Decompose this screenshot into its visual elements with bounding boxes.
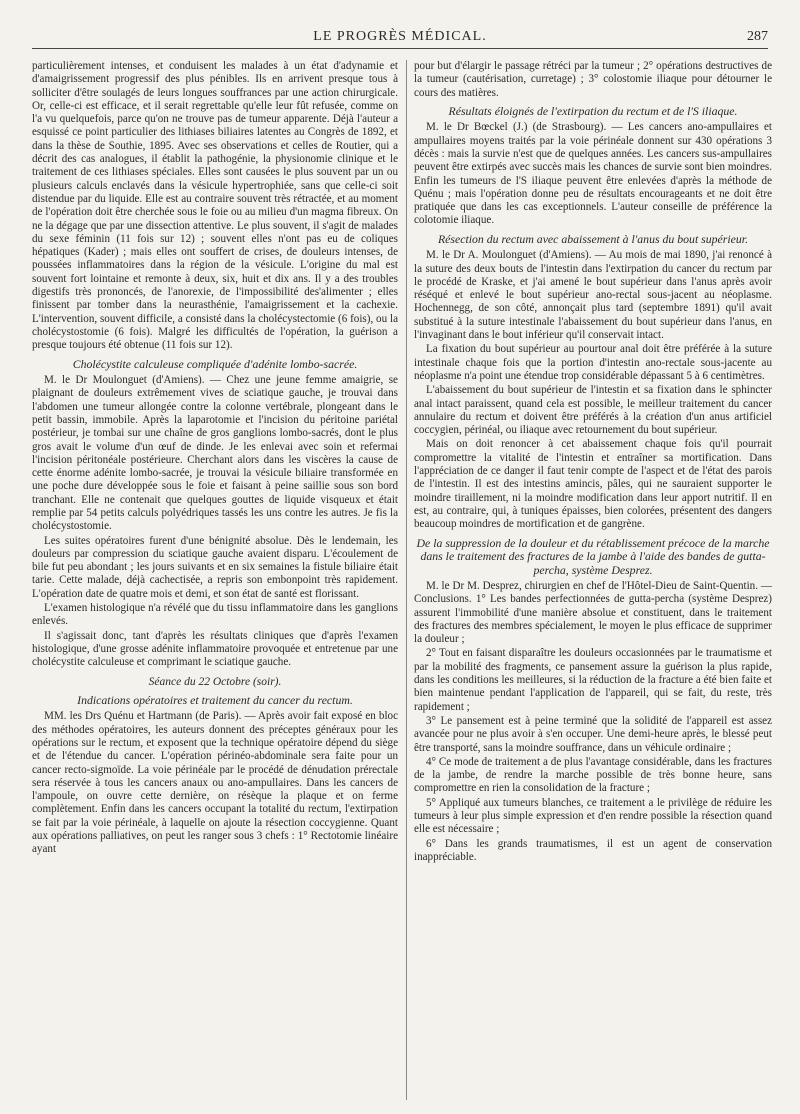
paragraph: Les suites opératoires furent d'une bénignité absolue. Dès le lendemain, les douleurs par compression du sciatique gauche avaient disparu. L'écoulement de bile fut peu abondant ; les jours suivants et en six semaines la fistule biliaire était tarie. Cette malade, déjà cachectisée, a repris son embonpoint très rapidement. L'opération date de quatre mois et demi, et son état de santé est florissant.	[32, 534, 398, 600]
paragraph: pour but d'élargir le passage rétréci par la tumeur ; 2° opérations destructives de la tumeur (cautérisation, curretage) ; 3° colostomie iliaque pour détourner le cours des matières.	[414, 60, 772, 99]
column-divider	[406, 60, 407, 1100]
section-heading: Indications opératoires et traitement du cancer du rectum.	[77, 692, 353, 707]
page-number: 287	[747, 29, 768, 44]
paragraph: M. le Dr Moulonguet (d'Amiens). — Chez une jeune femme amaigrie, se plaignant de douleurs extrêmement vives de sciatique gauche, je trouvai dans l'abdomen une tumeur allongée contre la colonne vertébrale, plongeant dans le petit bassin, immobile. Après la laparotomie et l'incision du péritoine pariétal postérieur, je tombai sur une chaîne de gros ganglions lombo-sacrés, dont le plus gros avait le volume d'un œuf de dinde. Je les enlevai avec soin et refermai l'incision péritonéale postérieure. Cherchant alors dans les viscères la cause de cette énorme adénite lombo-sacrée, je trouvai la vésicule biliaire transformée en une poche dure développée sous le foie et faisant à peine saillie sous son bord tranchant. Elle ne contenait que quelques gouttes de liquide visqueux et était remplie par 54 petits calculs polyédriques tassés les uns contre les autres. Je fis la cholécystostomie.	[32, 374, 398, 533]
paragraph: 3° Le pansement est à peine terminé que la solidité de l'appareil est assez avancée pour ne plus avoir à s'en occuper. Une demi-heure après, le blessé peut être transporté, sans la moindre souffrance, dans un véhicule ordinaire ;	[414, 714, 772, 754]
section-heading: Cholécystite calculeuse compliquée d'adénite lombo-sacrée.	[72, 356, 358, 371]
section-heading: De la suppression de la douleur et du rétablissement précoce de la marche dans le traitement des fractures de la jambe à l'aide des bandes de gutta-percha, système Desprez.	[416, 535, 770, 577]
paragraph: 5° Appliqué aux tumeurs blanches, ce traitement a le privilège de réduire les tumeurs à leur plus simple expression et d'en rendre possible la résection quand elle est nécessaire ;	[414, 796, 772, 836]
paragraph: 6° Dans les grands traumatismes, il est un agent de conservation inappréciable.	[414, 837, 772, 863]
paragraph: M. le Dr M. Desprez, chirurgien en chef de l'Hôtel-Dieu de Saint-Quentin. — Conclusions. 1° Les bandes perfectionnées de gutta-percha (système Desprez) assurent l'immobilité d'une manière absolue et constituent, dans le traitement des fractures des membres spécialement, le moyen le plus efficace de supprimer la douleur ;	[414, 580, 772, 646]
paragraph: MM. les Drs Quénu et Hartmann (de Paris). — Après avoir fait exposé en bloc des méthodes opératoires, les auteurs donnent des préceptes généraux pour les opérations sur le rectum, et exposent que la technique opératoire dépend du siège et de l'étendue du cancer. L'opération périnéo-abdominale sera faite pour un cancer recto-sigmoïde. La voie périnéale par le procédé de dénudation prérectale sera réservée à tous les cancers anaux ou ano-ampullaires. Dans les cancers de l'ampoule, on ouvre cette dernière, on résèque la plaque et on ferme complètement. Enfin dans les cancers occupant la totalité du rectum, l'extirpation se fait par la voie périnéale, à laquelle on ajoute la résection coccygienne. Quant aux opérations palliatives, on peut les ranger sous 3 chefs : 1° Rectotomie linéaire ayant	[32, 710, 398, 856]
paragraph: La fixation du bout supérieur au pourtour anal doit être préférée à la suture intestinale chaque fois que la portion d'intestin ano-rectale sous-jacente au néoplasme n'a point une étendue trop considérable dépassant 5 à 6 centimètres.	[414, 343, 772, 382]
paragraph: L'abaissement du bout supérieur de l'intestin et sa fixation dans le sphincter anal intact paraissent, quand cela est possible, le meilleur traitement du cancer annulaire du rectum et doivent être préférés à la création d'un anus artificiel coccygien, périnéal, ou iliaque avec retournement du bout supérieur.	[414, 384, 772, 437]
paragraph: M. le Dr A. Moulonguet (d'Amiens). — Au mois de mai 1890, j'ai renoncé à la suture des deux bouts de l'intestin dans l'extirpation du cancer du rectum par le procédé de Kraske, et j'ai amené le bout supérieur dans l'anus après avoir réséqué et enlevé le bout supérieur ano-rectal sous-jacent au néoplasme. Hochennegg, de son côté, annonçait plus tard (septembre 1891) qu'il avait substitué à la suture intestinale l'abaissement du bout supérieur dans l'anus, en l'invaginant dans le bout inférieur qu'il conservait intact.	[414, 249, 772, 342]
paragraph: particulièrement intenses, et conduisent les malades à un état d'adynamie et d'amaigrissement progressif des plus pénibles. Ils en arrivent presque tous à solliciter d'être soulagés de leurs longues souffrances par une action chirurgicale. Or, celle-ci est efficace, et il serait regrettable qu'elle leur fût refusée, comme on l'a vu quelquefois, parce qu'on ne trouve pas de tumeur apparente. Déjà l'auteur a esquissé ce point particulier des lithiases biliaires latentes au Congrès de 1892, et dans la thèse de Southie, 1895. Avec ses observations et celles de Routier, qui a décrit des cas analogues, il établit la pathogénie, la physionomie clinique et le traitement de ces lithiases spéciales. Elles sont causées le plus souvent par un ou plusieurs calculs enclavés dans la vésicule hypertrophiée, sans que celle-ci soit distendue par du liquide. Elle est au contraire souvent très rétractée, et au moment de l'opération doit être cherchée sous le foie ou au milieu d'un magma fibreux. On ne la dégage que par une dissection attentive. Le plus souvent, il s'agit de malades du sexe féminin (11 fois sur 12) ; souvent elles n'ont pas eu de coliques hépatiques (Kader) ; mais elles ont souffert de crises, de douleurs intenses, de poussées inflammatoires dans la région de la vésicule. L'origine du mal est souvent fort lointaine et remonte à deux, six, huit et dix ans. Il y a des troubles digestifs très prononcés, de l'anorexie, de l'impossibilité des'alimenter ; elles finissent par tomber dans la neurasthénie, l'amaigrissement et la cachexie. L'intervention, souvent difficile, a consisté dans la cholécystectomie (6 fois), ou la cholécystostomie (6 fois). Malgré les difficultés de l'opération, la guérison a presque toujours été obtenue (11 fois sur 12).	[32, 60, 398, 352]
paragraph: M. le Dr Bœckel (J.) (de Strasbourg). — Les cancers ano-ampullaires et ampullaires moyens traités par la voie périnéale donnent sur 430 opérations 3 décès : mais la survie n'est que de quelques années. Les cancers sus-ampullaires peuvent être extirpés avec succès mais les chances de survie sont bien moindres. Enfin les tumeurs de l'S iliaque peuvent être enlevées d'après la méthode de Quénu ; mais l'opération donne peu de résultats encourageants et ne doit être pratiquée que dans les cas exceptionnels. L'auteur conseille de préférence la colotomie iliaque.	[414, 121, 772, 227]
section-heading: Résultats éloignés de l'extirpation du rectum et de l'S iliaque.	[448, 103, 738, 118]
section-heading: Résection du rectum avec abaissement à l'anus du bout supérieur.	[437, 231, 749, 246]
session-heading: Séance du 22 Octobre (soir).	[148, 675, 282, 688]
right-column	[414, 60, 772, 1106]
left-column	[32, 60, 398, 1106]
paragraph: L'examen histologique n'a révélé que du tissu inflammatoire dans les ganglions enlevés.	[32, 602, 398, 628]
paragraph: 4° Ce mode de traitement a de plus l'avantage considérable, dans les fractures de la jambe, de rendre la marche possible de très bonne heure, sans compromettre en rien la consolidation de la fracture ;	[414, 755, 772, 795]
paragraph: 2° Tout en faisant disparaître les douleurs occasionnées par le traumatisme et par la mobilité des fragments, ce pansement assure la guérison la plus rapide, dans les conditions les meilleures, si la réduction de la fracture a été bien faite et bien maintenue pendant l'application de l'appareil, qui se fait, du reste, très rapidement ;	[414, 647, 772, 713]
page-header	[32, 28, 768, 49]
paragraph: Mais on doit renoncer à cet abaissement chaque fois qu'il pourrait compromettre la vitalité de l'intestin et entraîner sa mortification. Dans l'appréciation de ce danger il faut tenir compte de l'aspect et de l'état des parois de l'intestin. Il est des intestins amincis, pâles, qui ne sauraient supporter le moindre tiraillement, ni la moindre modification dans leur apport nutritif. Il en est, au contraire, qui, à tuniques épaisses, bien colorées, présentent des dangers beaucoup moindres de mortification et de gangrène.	[414, 438, 772, 531]
paragraph: Il s'agissait donc, tant d'après les résultats cliniques que d'après l'examen histologique, d'une grosse adénite inflammatoire provoquée et entretenue par une cholécystite calculeuse et comprimant le sciatique gauche.	[32, 629, 398, 669]
journal-title: LE PROGRÈS MÉDICAL.	[313, 29, 487, 44]
